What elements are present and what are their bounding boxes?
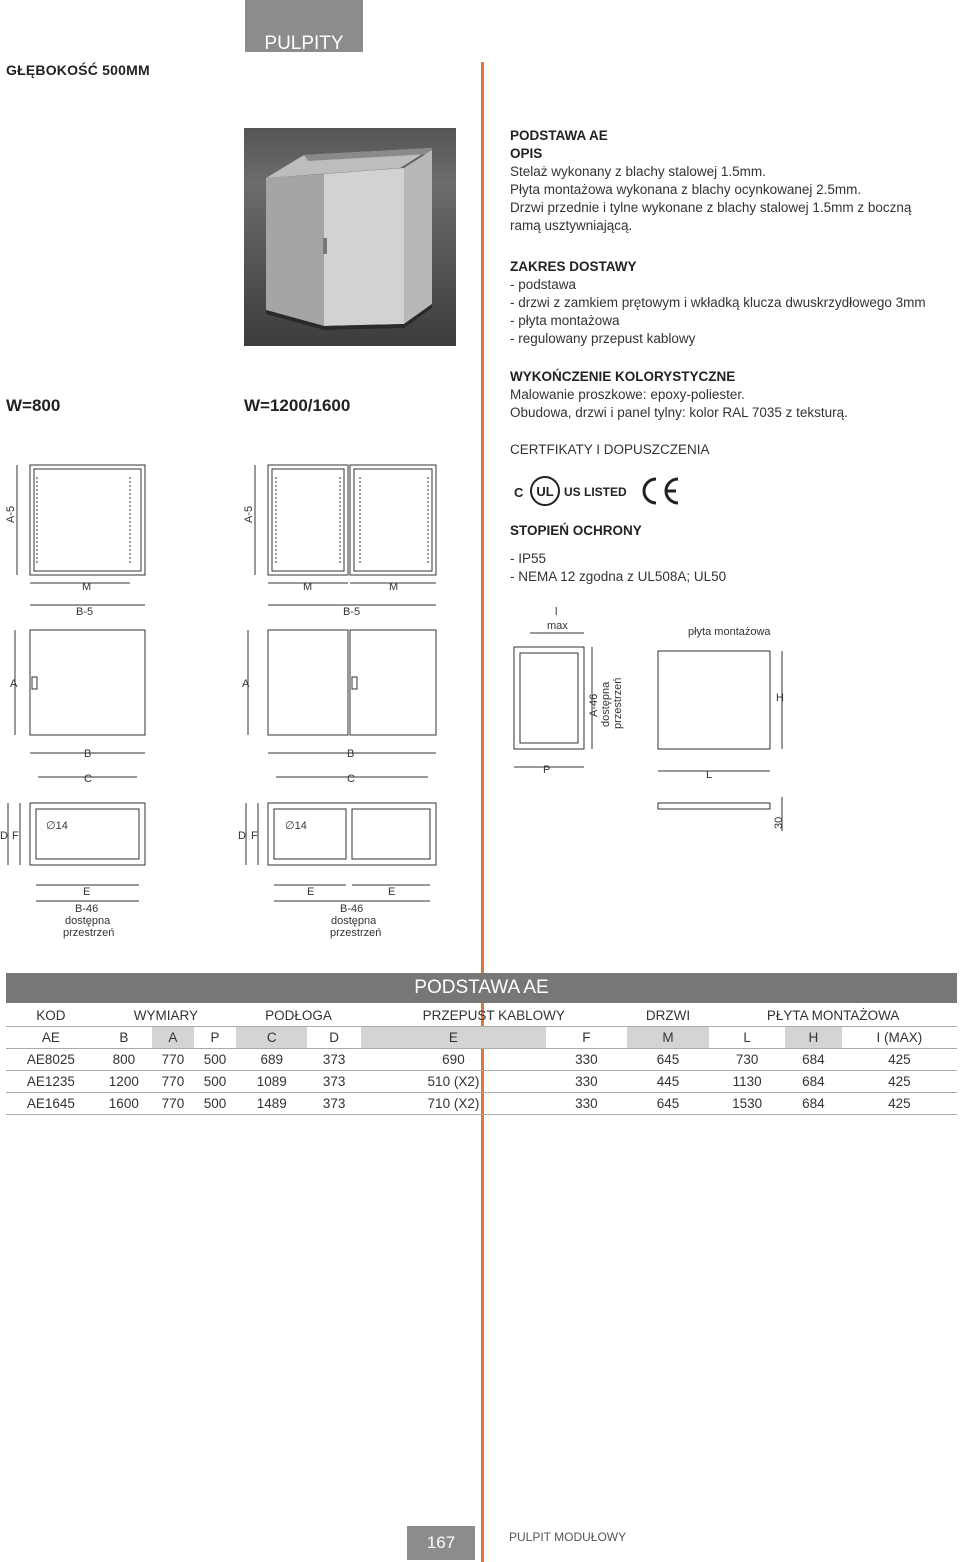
col-e: E	[361, 1027, 546, 1049]
table-row	[6, 1071, 957, 1093]
cell: 425	[842, 1071, 957, 1093]
group-mounting-plate: PŁYTA MONTAŻOWA	[709, 1005, 957, 1027]
cell: 510 (X2)	[361, 1071, 546, 1093]
ce-mark-icon	[644, 479, 656, 503]
cell: 690	[361, 1049, 546, 1071]
cell: AE1645	[6, 1093, 96, 1115]
cell: 1130	[709, 1071, 785, 1093]
desc-heading: OPIS	[510, 146, 543, 161]
cert-c: C	[514, 485, 524, 500]
cell: 1530	[709, 1093, 785, 1115]
col-b: B	[119, 1030, 129, 1045]
cell: 770	[152, 1093, 194, 1115]
dim-a: A	[242, 678, 250, 690]
dim-30: 30	[773, 816, 785, 829]
cert-us-listed: US LISTED	[564, 485, 627, 499]
spec-scope	[510, 258, 950, 348]
cell: 1200	[96, 1071, 152, 1093]
cell: 710 (X2)	[361, 1093, 546, 1115]
col-h: H	[785, 1027, 842, 1049]
table-row	[6, 1093, 957, 1115]
cell: 373	[307, 1093, 360, 1115]
protect-line: - IP55	[510, 551, 547, 566]
col-m: M	[627, 1027, 710, 1049]
col-f: F	[582, 1030, 591, 1045]
depth-heading: GŁĘBOKOŚĆ 500MM	[6, 62, 150, 78]
cell: 684	[785, 1071, 842, 1093]
spec-description	[510, 127, 950, 235]
col-a: A	[152, 1027, 194, 1049]
scope-line: - płyta montażowa	[510, 313, 620, 328]
scope-line: - drzwi z zamkiem prętowym i wkładką klucza dwuskrzydłowego 3mm	[510, 295, 926, 310]
product-photo	[244, 128, 456, 346]
cell: 500	[194, 1071, 236, 1093]
cert-ce: CE	[512, 474, 514, 475]
cell: 373	[307, 1071, 360, 1093]
cell: 770	[152, 1049, 194, 1071]
scope-line: - regulowany przepust kablowy	[510, 331, 696, 346]
group-floor: PODŁOGA	[236, 1005, 361, 1027]
cell: 770	[152, 1071, 194, 1093]
group-cable-gland: PRZEPUST KABLOWY	[361, 1005, 627, 1027]
desc-line: Płyta montażowa wykonana z blachy ocynkowanej 2.5mm.	[510, 182, 862, 197]
cell: 500	[194, 1093, 236, 1115]
cell: 373	[307, 1049, 360, 1071]
scope-line: - podstawa	[510, 277, 577, 292]
dim-f: F	[12, 830, 19, 842]
dim-space: przestrzeń	[612, 677, 624, 729]
dim-a46: A-46	[588, 693, 600, 717]
cell: 500	[194, 1049, 236, 1071]
cell: 645	[627, 1093, 710, 1115]
dim-a5: A-5	[5, 505, 17, 523]
cell: 330	[546, 1071, 627, 1093]
dim-m: M	[82, 581, 92, 593]
dim-space: przestrzeń	[63, 927, 115, 939]
divider-line	[481, 62, 484, 1562]
table-title: PODSTAWA AE	[6, 973, 957, 1003]
cell: 684	[785, 1093, 842, 1115]
dim-b: B	[347, 748, 355, 760]
dim-max: max	[547, 620, 568, 632]
dim-space: przestrzeń	[330, 927, 382, 939]
col-ae: AE	[41, 1030, 60, 1045]
spec-finish	[510, 368, 950, 422]
cell: 1089	[236, 1071, 307, 1093]
cell: 645	[627, 1049, 710, 1071]
technical-drawing-left	[0, 455, 480, 945]
cell: 689	[236, 1049, 307, 1071]
col-i-max: I (MAX)	[876, 1030, 923, 1045]
table-group-row	[6, 1005, 957, 1027]
footer-text: PULPIT MODUŁOWY	[509, 1530, 627, 1544]
dim-e: E	[83, 886, 91, 898]
dim-f: F	[251, 830, 258, 842]
cell: 425	[842, 1093, 957, 1115]
dim-a5: A-5	[243, 505, 255, 523]
cell: AE1235	[6, 1071, 96, 1093]
table-row	[6, 1049, 957, 1071]
dim-l: l	[555, 606, 558, 618]
cell: 800	[96, 1049, 152, 1071]
dim-b5: B-5	[343, 606, 361, 618]
cell: 425	[842, 1049, 957, 1071]
dim-e: E	[307, 886, 315, 898]
protect-heading: STOPIEŃ OCHRONY	[510, 523, 642, 538]
finish-line: Obudowa, drzwi i panel tylny: kolor RAL 7035 z teksturą.	[510, 405, 848, 420]
dim-m: M	[389, 581, 399, 593]
cell: 1489	[236, 1093, 307, 1115]
table-header-row	[6, 1027, 957, 1049]
desc-line: ramą usztywniającą.	[510, 218, 633, 233]
cert-logos	[512, 474, 692, 508]
group-doors: DRZWI	[627, 1005, 710, 1027]
col-d: D	[329, 1030, 339, 1045]
dim-phi14: ∅14	[46, 820, 68, 832]
desc-line: Drzwi przednie i tylne wykonane z blachy stalowej 1.5mm z boczną	[510, 200, 912, 215]
dim-c: C	[84, 773, 92, 785]
col-p: P	[210, 1030, 220, 1045]
cell: AE8025	[6, 1049, 96, 1071]
dim-c: C	[347, 773, 355, 785]
dim-l: L	[706, 769, 713, 781]
dim-b5: B-5	[76, 606, 94, 618]
dim-a: A	[10, 678, 18, 690]
dim-h: H	[776, 692, 784, 704]
cell: 330	[546, 1049, 627, 1071]
dim-available: dostępna	[331, 915, 377, 927]
spec-table	[6, 1005, 957, 1115]
dim-available: dostępna	[65, 915, 111, 927]
spec-title: PODSTAWA AE	[510, 128, 608, 143]
dim-b46: B-46	[75, 903, 99, 915]
cert-heading: CERTFIKATY I DOPUSZCZENIA	[510, 442, 710, 457]
dim-d: D	[0, 830, 8, 842]
finish-heading: WYKOŃCZENIE KOLORYSTYCZNE	[510, 369, 736, 384]
technical-drawing-right	[500, 605, 800, 835]
cert-ul: UL	[536, 484, 554, 499]
dim-available: dostępna	[600, 681, 612, 727]
col-l: L	[743, 1030, 751, 1045]
protect-line: - NEMA 12 zgodna z UL508A; UL50	[510, 569, 727, 584]
cell: 1600	[96, 1093, 152, 1115]
section-tab: PULPITY	[245, 0, 363, 52]
scope-heading: ZAKRES DOSTAWY	[510, 259, 637, 274]
dim-d: D	[238, 830, 246, 842]
dim-m: M	[303, 581, 313, 593]
dim-e: E	[388, 886, 396, 898]
dim-p: P	[543, 764, 551, 776]
mounting-plate-label: płyta montażowa	[688, 626, 771, 638]
desc-line: Stelaż wykonany z blachy stalowej 1.5mm.	[510, 164, 766, 179]
group-kod: KOD	[6, 1005, 96, 1027]
spec-protection	[510, 522, 950, 586]
group-dimensions: WYMIARY	[96, 1005, 236, 1027]
w1200-label: W=1200/1600	[244, 396, 351, 415]
cell: 684	[785, 1049, 842, 1071]
dim-b46: B-46	[340, 903, 364, 915]
cell: 330	[546, 1093, 627, 1115]
col-c: C	[236, 1027, 307, 1049]
dim-b: B	[84, 748, 92, 760]
page-number: 167	[407, 1526, 475, 1560]
w800-label: W=800	[6, 396, 61, 415]
dim-phi14: ∅14	[285, 820, 307, 832]
finish-line: Malowanie proszkowe: epoxy-poliester.	[510, 387, 745, 402]
cell: 730	[709, 1049, 785, 1071]
cell: 445	[627, 1071, 710, 1093]
